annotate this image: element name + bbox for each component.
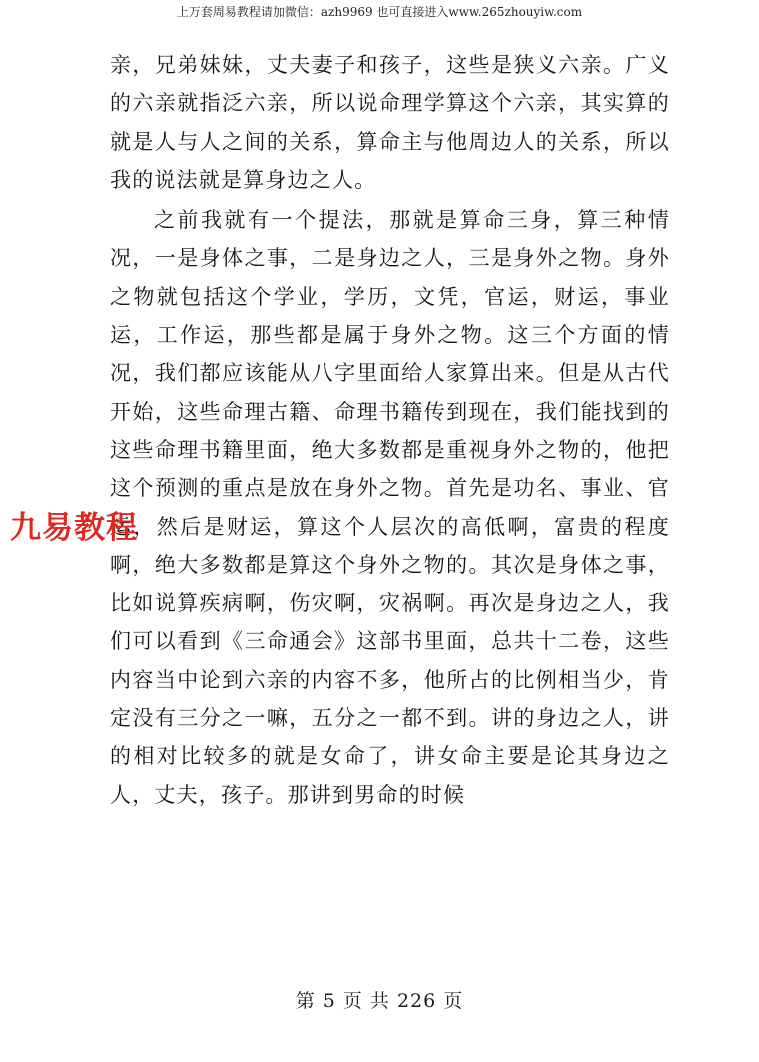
page-body [110,46,670,814]
page-number: 第 5 页 共 226 页 [295,990,464,1012]
watermark-logo: 九易教程 [10,510,138,546]
paragraph-2: 之前我就有一个提法，那就是算命三身，算三种情况，一是身体之事，二是身边之人，三是身外之物。身外之物就包括这个学业，学历，文凭，官运，财运，事业运，工作运，那些都是属于身外之物。这三个方面的情况，我们都应该能从八字里面给人家算出来。但是从古代开始，这些命理古籍、命理书籍传到现在，我们能找到的这些命理书籍里面，绝大多数都是重视身外之物的，他把这个预测的重点是放在身外之物。首先是功名、事业、官运，然后是财运，算这个人层次的高低啊，富贵的程度啊，绝大多数都是算这个身外之物的。其次是身体之事，比如说算疾病啊，伤灾啊，灾祸啊。再次是身边之人，我们可以看到《三命通会》这部书里面，总共十二卷，这些内容当中论到六亲的内容不多，他所占的比例相当少，肯定没有三分之一嘛，五分之一都不到。讲的身边之人，讲的相对比较多的就是女命了，讲女命主要是论其身边之人，丈夫，孩子。那讲到男命的时候 [110,208,670,807]
top-banner: 上万套周易教程请加微信：azh9969 也可直接进入www.265zhouyiw.com [176,5,583,19]
paragraph-1: 亲，兄弟妹妹，丈夫妻子和孩子，这些是狭义六亲。广义的六亲就指泛六亲，所以说命理学算这个六亲，其实算的就是人与人之间的关系，算命主与他周边人的关系，所以我的说法就是算身边之人。 [110,53,670,192]
